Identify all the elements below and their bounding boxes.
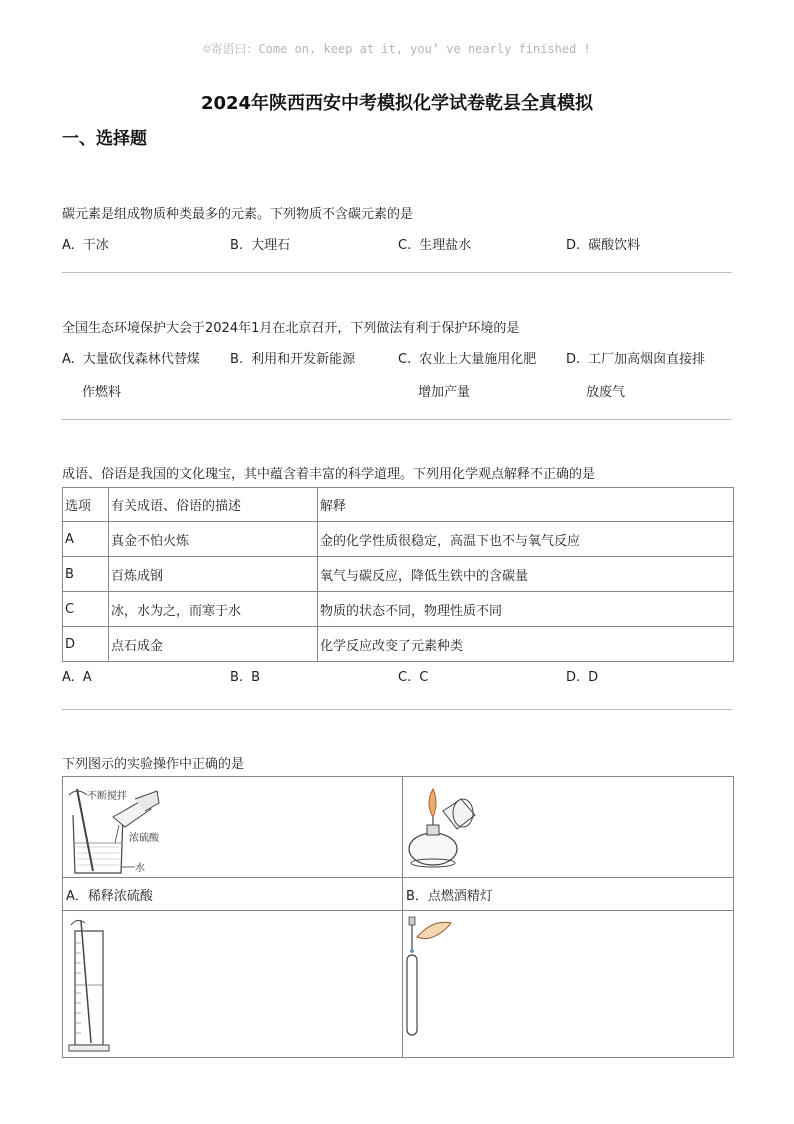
table-cell: 金的化学性质很稳定，高温下也不与氧气反应 xyxy=(318,522,734,557)
q2-option-c[interactable] xyxy=(398,348,536,400)
table-header-cell: 选项 xyxy=(63,488,109,522)
q2-option-b[interactable] xyxy=(230,348,355,367)
grid-divider xyxy=(63,910,733,911)
q3-option-d[interactable] xyxy=(566,670,598,685)
option-text-cont: 增加产量 xyxy=(418,385,471,400)
q2-option-d[interactable] xyxy=(566,348,705,400)
option-label: D. xyxy=(566,670,581,685)
idiom-table xyxy=(62,487,734,662)
option-label: A. xyxy=(62,670,75,685)
table-cell: 氧气与碳反应，降低生铁中的含碳量 xyxy=(318,557,734,592)
option-label: C. xyxy=(398,238,412,253)
table-cell: 冰，水为之，而寒于水 xyxy=(109,592,318,627)
option-text: 工厂加高烟囱直接排 xyxy=(588,352,706,367)
q1-stem: 碳元素是组成物质种类最多的元素。下列物质不含碳元素的是 xyxy=(62,207,414,222)
table-cell: 物质的状态不同，物理性质不同 xyxy=(318,592,734,627)
q1-option-a[interactable] xyxy=(62,234,109,253)
q1-option-b[interactable] xyxy=(230,234,290,253)
water-label: 水 xyxy=(135,863,145,874)
option-text: 大量砍伐森林代替煤 xyxy=(82,352,200,367)
graduated-cylinder-illustration xyxy=(65,913,125,1055)
q2-stem: 全国生态环境保护大会于2024年1月在北京召开，下列做法有利于保护环境的是 xyxy=(62,321,520,336)
option-label: C. xyxy=(398,352,412,367)
dropper-test-tube-illustration xyxy=(403,913,493,1055)
option-text-cont: 作燃料 xyxy=(82,385,122,400)
q2-option-a[interactable] xyxy=(62,348,200,400)
caption-b: B．点燃酒精灯 xyxy=(406,889,493,904)
table-cell: D xyxy=(63,627,109,662)
q4-stem: 下列图示的实验操作中正确的是 xyxy=(62,757,245,772)
option-text: C xyxy=(419,670,429,685)
table-cell: 百炼成钢 xyxy=(109,557,318,592)
option-text-cont: 放废气 xyxy=(586,385,626,400)
section-heading: 一、选择题 xyxy=(62,129,147,149)
option-label: B. xyxy=(230,238,244,253)
table-cell: 真金不怕火炼 xyxy=(109,522,318,557)
option-label: D. xyxy=(566,238,581,253)
alcohol-lamp-illustration xyxy=(403,781,503,875)
table-cell: 点石成金 xyxy=(109,627,318,662)
option-label: B. xyxy=(230,670,244,685)
option-text: A xyxy=(82,670,92,685)
q1-option-d[interactable] xyxy=(566,234,640,253)
option-label: A. xyxy=(62,352,75,367)
table-cell: B xyxy=(63,557,109,592)
table-cell: 化学反应改变了元素种类 xyxy=(318,627,734,662)
table-row xyxy=(63,557,734,592)
option-text: D xyxy=(588,670,599,685)
table-header-cell: 有关成语、俗语的描述 xyxy=(109,488,318,522)
option-text: 利用和开发新能源 xyxy=(251,352,356,367)
option-label: B. xyxy=(230,352,244,367)
table-cell: A xyxy=(63,522,109,557)
option-text: 碳酸饮料 xyxy=(588,238,641,253)
divider xyxy=(62,272,732,273)
table-cell: C xyxy=(63,592,109,627)
motto-text: ☺寄语曰：Come on, keep at it, you’ ve nearly finished ! xyxy=(203,42,591,56)
page-title: 2024年陕西西安中考模拟化学试卷乾县全真模拟 xyxy=(200,93,594,114)
q1-option-c[interactable] xyxy=(398,234,471,253)
option-text: 干冰 xyxy=(82,238,109,253)
q3-option-b[interactable] xyxy=(230,670,260,685)
option-text: B xyxy=(251,670,260,685)
acid-label: 浓硫酸 xyxy=(129,833,159,844)
experiment-figure-grid xyxy=(62,776,734,1058)
caption-a: A．稀释浓硫酸 xyxy=(66,889,153,904)
option-text: 大理石 xyxy=(251,238,291,253)
option-text: 农业上大量施用化肥 xyxy=(419,352,537,367)
dilute-acid-illustration xyxy=(65,781,195,875)
option-label: C. xyxy=(398,670,412,685)
q3-option-a[interactable] xyxy=(62,670,92,685)
table-row xyxy=(63,592,734,627)
option-text: 生理盐水 xyxy=(419,238,472,253)
option-label: A. xyxy=(62,238,75,253)
table-row xyxy=(63,627,734,662)
q3-option-c[interactable] xyxy=(398,670,428,685)
q3-stem: 成语、俗语是我国的文化瑰宝，其中蕴含着丰富的科学道理。下列用化学观点解释不正确的是 xyxy=(62,467,596,482)
table-header-cell: 解释 xyxy=(318,488,734,522)
table-row xyxy=(63,522,734,557)
option-label: D. xyxy=(566,352,581,367)
grid-divider xyxy=(63,877,733,878)
divider xyxy=(62,419,732,420)
divider xyxy=(62,709,732,710)
stir-label: 不断搅拌 xyxy=(87,791,127,802)
table-header-row xyxy=(63,488,734,522)
